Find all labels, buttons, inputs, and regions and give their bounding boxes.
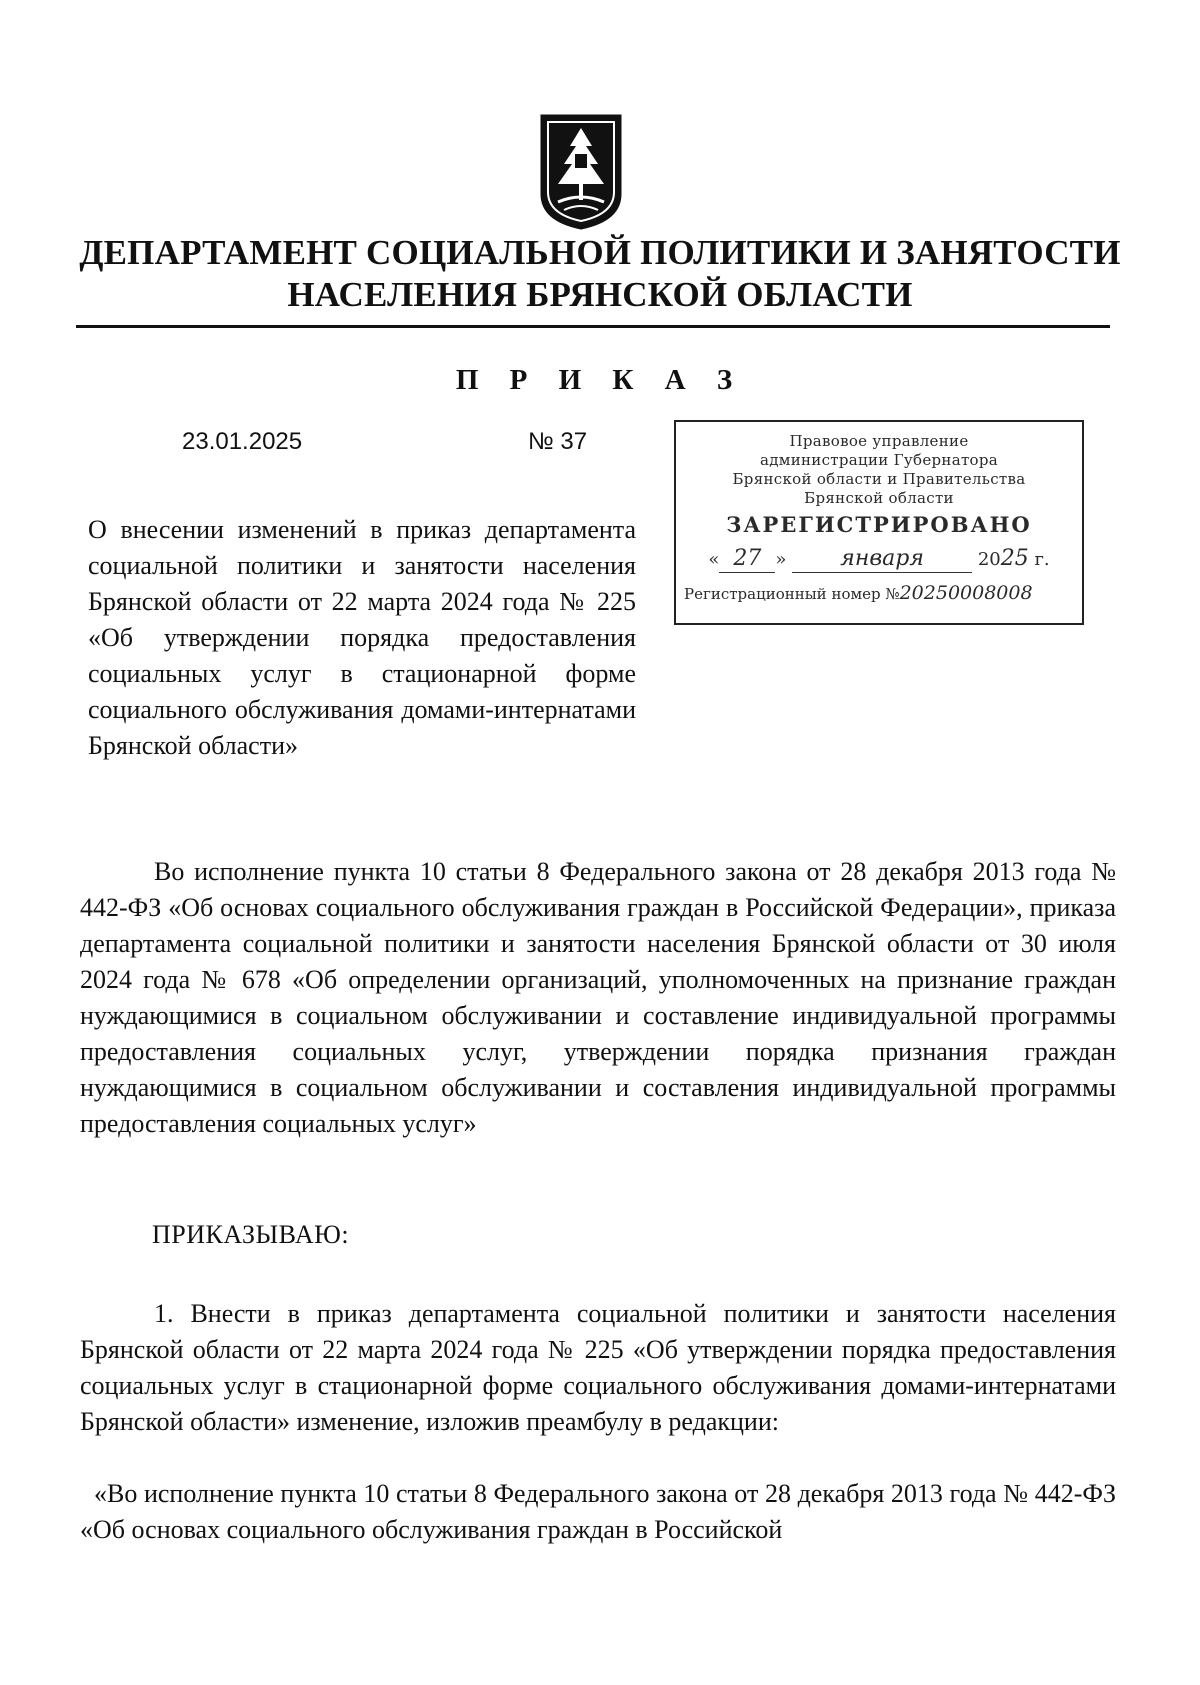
department-title [60, 232, 1140, 316]
stamp-registered-label: ЗАРЕГИСТРИРОВАНО [726, 512, 1032, 537]
document-type-heading: П Р И К А З [455, 364, 745, 396]
stamp-line-1: Правовое управление [789, 432, 969, 450]
stamp-reg-number-row [676, 581, 1082, 606]
department-title-line1: ДЕПАРТАМЕНТ СОЦИАЛЬНОЙ ПОЛИТИКИ И ЗАНЯТОСТИ [79, 233, 1121, 272]
order-number: № 37 [528, 428, 588, 455]
order-directive-word: ПРИКАЗЫВАЮ: [152, 1220, 350, 1249]
coat-of-arms-emblem [538, 112, 624, 230]
new-preamble-quote: «Во исполнение пункта 10 статьи 8 Федерального закона от 28 декабря 2013 года № 442-ФЗ «Об основах социального обслуживания граждан в Российской [80, 1479, 1116, 1544]
stamp-year-prefix: 20 [977, 549, 1001, 570]
department-title-line2: НАСЕЛЕНИЯ БРЯНСКОЙ ОБЛАСТИ [287, 275, 913, 314]
stamp-reg-number-label: Регистрационный номер № [684, 585, 900, 603]
stamp-date-row: « 27 » января 2025 г. [708, 546, 1050, 571]
order-subject: О внесении изменений в приказ департамента социальной политики и занятости населения Брянской области от 22 марта 2024 года № 225 «Об утверждении порядка предоставления социальных услуг в стационарной форме социального обслуживания домами-интернатами Брянской области» [88, 515, 636, 760]
order-item-1: 1. Внести в приказ департамента социальной политики и занятости населения Брянской области от 22 марта 2024 года № 225 «Об утверждении порядка предоставления социальных услуг в стационарной форме социального обслуживания домами-интернатами Брянской области» изменение, изложив преамбулу в редакции: [80, 1299, 1116, 1436]
stamp-line-2: администрации Губернатора [759, 451, 999, 469]
stamp-reg-number: 20250008008 [899, 582, 1033, 604]
stamp-year-suffix: 25 [1000, 546, 1029, 571]
stamp-day: 27 [719, 546, 775, 573]
stamp-year-unit: г. [1034, 549, 1050, 570]
preamble-paragraph: Во исполнение пункта 10 статьи 8 Федерального закона от 28 декабря 2013 года № 442-ФЗ «Об основах социального обслуживания граждан в Российской Федерации», приказа департамента социальной политики и занятости населения Брянской области от 30 июля 2024 года № 678 «Об определении организаций, уполномоченных на признание граждан нуждающимися в социальном обслуживании и составление индивидуальной программы предоставления социальных услуг, утверждении порядка признания граждан нуждающимися в социальном обслуживании и составления индивидуальной программы предоставления социальных услуг» [80, 857, 1116, 1138]
stamp-line-3: Брянской области и Правительства [732, 470, 1026, 488]
stamp-line-4: Брянской области [804, 489, 954, 507]
registration-stamp [674, 420, 1084, 625]
order-date: 23.01.2025 [182, 428, 303, 455]
stamp-month: января [792, 546, 972, 573]
header-divider [76, 325, 1110, 328]
